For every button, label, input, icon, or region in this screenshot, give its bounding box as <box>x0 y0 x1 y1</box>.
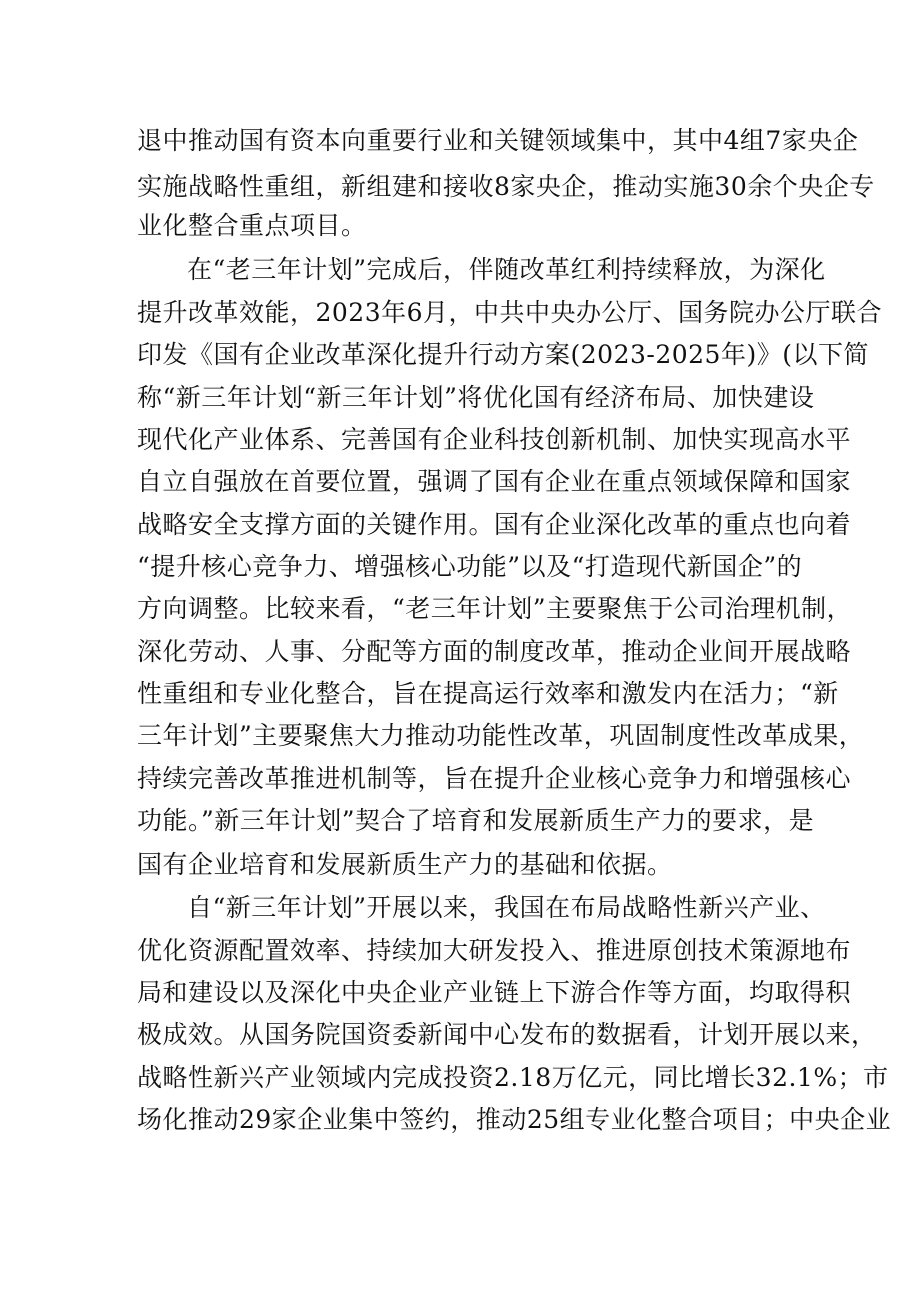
text-line: 场化推动29家企业集中签约，推动25组专业化整合项目；中央企业 <box>137 1105 892 1134</box>
text-line: 极成效。从国务院国资委新闻中心发布的数据看，计划开展以来， <box>137 1020 877 1049</box>
text-line: 战略安全支撑方面的关键作用。国有企业深化改革的重点也向着 <box>137 510 852 539</box>
text-line: 三年计划”主要聚焦大力推动功能性改革，巩固制度性改革成果， <box>137 721 865 750</box>
text-line: “提升核心竞争力、增强核心功能”以及“打造现代新国企”的 <box>137 552 803 581</box>
text-line: 深化劳动、人事、分配等方面的制度改革，推动企业间开展战略 <box>137 637 852 666</box>
text-line: 国有企业培育和发展新质生产力的基础和依据。 <box>137 850 673 879</box>
text-line: 性重组和专业化整合，旨在提高运行效率和激发内在活力；“新 <box>137 679 839 708</box>
text-line: 战略性新兴产业领域内完成投资2.18万亿元，同比增长32.1%；市 <box>137 1063 889 1092</box>
text-line: 实施战略性重组，新组建和接收8家央企，推动实施30余个央企专 <box>137 172 875 201</box>
text-line: 自“新三年计划”开展以来，我国在布局战略性新兴产业、 <box>187 893 826 922</box>
text-line: 方向调整。比较来看，“老三年计划”主要聚焦于公司治理机制， <box>137 594 853 623</box>
text-line: 持续完善改革推进机制等，旨在提升企业核心竞争力和增强核心 <box>137 764 852 793</box>
text-line: 印发《国有企业改革深化提升行动方案(2023-2025年)》(以下简 <box>137 340 869 369</box>
text-line: 功能。”新三年计划”契合了培育和发展新质生产力的要求，是 <box>137 806 815 835</box>
text-line: 局和建设以及深化中央企业产业链上下游合作等方面，均取得积 <box>137 978 852 1007</box>
text-line: 提升改革效能，2023年6月，中共中央办公厅、国务院办公厅联合 <box>137 298 883 327</box>
text-line: 在“老三年计划”完成后，伴随改革红利持续释放，为深化 <box>187 255 826 284</box>
text-line: 称“新三年计划“新三年计划”将优化国有经济布局、加快建设 <box>137 383 815 412</box>
text-line: 退中推动国有资本向重要行业和关键领域集中，其中4组7家央企 <box>137 126 859 155</box>
text-line: 业化整合重点项目。 <box>137 211 367 240</box>
text-line: 自立自强放在首要位置，强调了国有企业在重点领域保障和国家 <box>137 467 852 496</box>
text-line: 现代化产业体系、完善国有企业科技创新机制、加快实现高水平 <box>137 425 852 454</box>
text-line: 优化资源配置效率、持续加大研发投入、推进原创技术策源地布 <box>137 936 852 965</box>
